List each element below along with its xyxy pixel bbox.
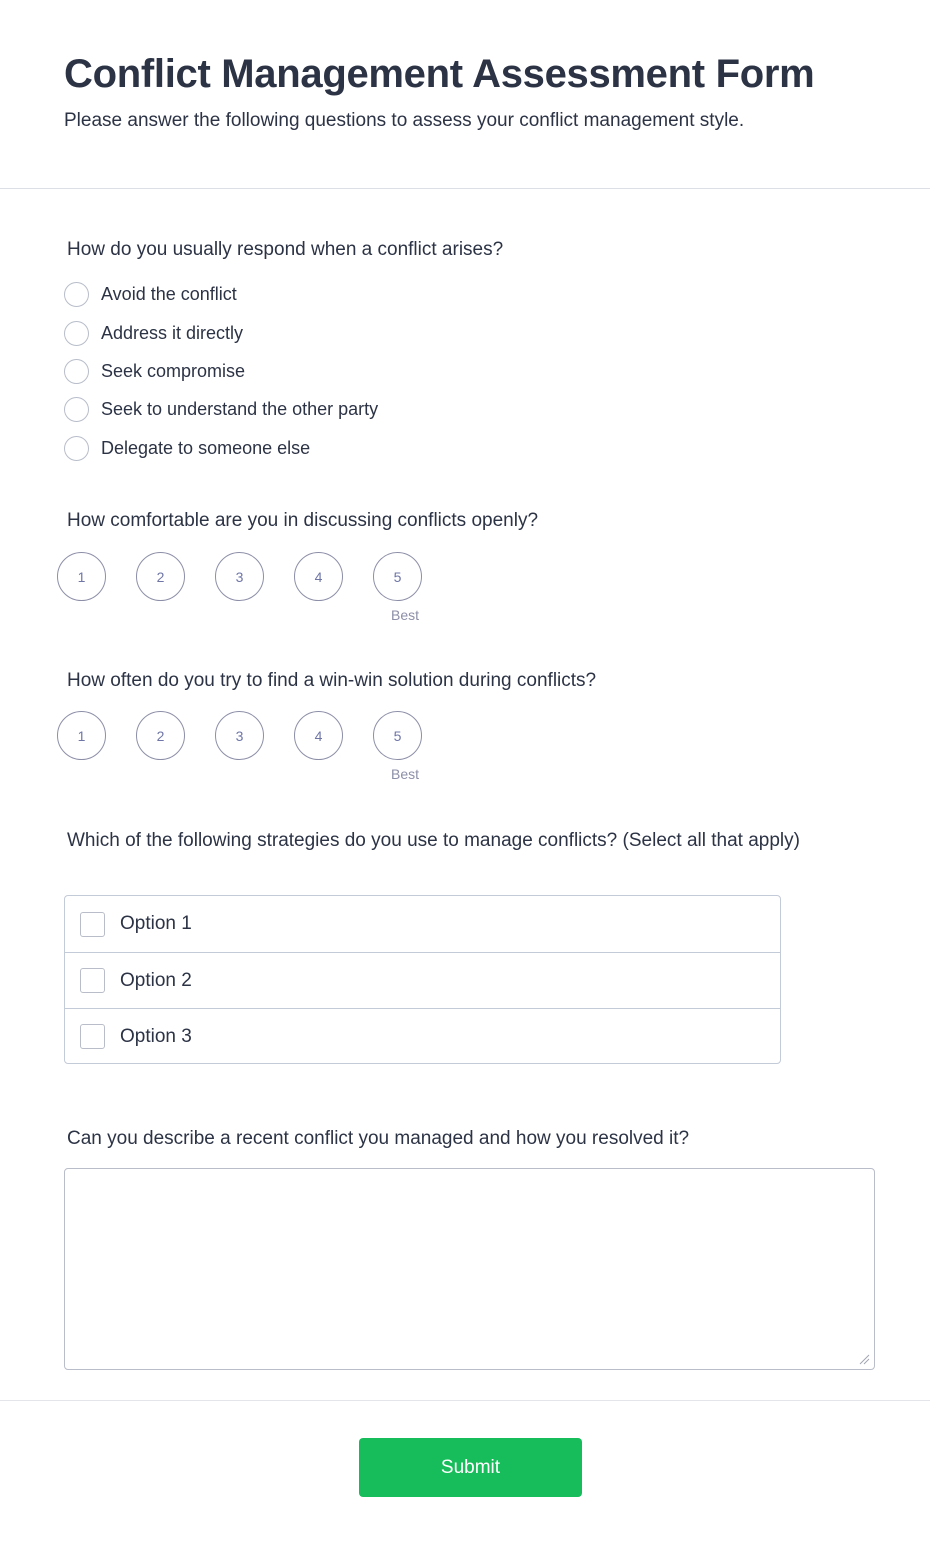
question-2-label: How comfortable are you in discussing conflicts openly? (67, 510, 539, 531)
q1-option-avoid[interactable] (64, 281, 237, 307)
radio-button[interactable] (64, 436, 89, 461)
q4-checkbox-group (64, 895, 781, 1064)
q2-scale-4-button[interactable]: 4 (294, 552, 343, 601)
q1-option-address[interactable] (64, 320, 243, 346)
checkbox-label: Option 2 (120, 969, 192, 991)
radio-button[interactable] (64, 282, 89, 307)
checkbox[interactable] (80, 968, 105, 993)
q4-option-2[interactable] (65, 952, 780, 1008)
q3-scale-5-button[interactable]: 5 (373, 711, 422, 760)
question-5-label: Can you describe a recent conflict you managed and how you resolved it? (67, 1128, 690, 1149)
checkbox[interactable] (80, 1024, 105, 1049)
radio-button[interactable] (64, 321, 89, 346)
q3-scale-1-button[interactable]: 1 (57, 711, 106, 760)
q3-scale-4-button[interactable]: 4 (294, 711, 343, 760)
q3-scale-3-button[interactable]: 3 (215, 711, 264, 760)
radio-button[interactable] (64, 359, 89, 384)
question-3-label: How often do you try to find a win-win solution during conflicts? (67, 670, 597, 691)
q4-option-1[interactable] (65, 896, 780, 952)
radio-label: Address it directly (101, 322, 244, 343)
q2-scale-1-button[interactable]: 1 (57, 552, 106, 601)
q1-option-understand[interactable] (64, 396, 378, 422)
question-4-label: Which of the following strategies do you use to manage conflicts? (Select all that apply) (67, 830, 800, 851)
checkbox-label: Option 3 (120, 1025, 192, 1047)
radio-label: Seek to understand the other party (101, 398, 379, 419)
q1-option-delegate[interactable] (64, 435, 310, 461)
footer-divider (0, 1400, 930, 1401)
q1-option-compromise[interactable] (64, 358, 245, 384)
question-1-label: How do you usually respond when a conflict arises? (67, 239, 504, 260)
form-header (0, 0, 930, 189)
q4-option-3[interactable] (65, 1008, 780, 1064)
q2-scale-2-button[interactable]: 2 (136, 552, 185, 601)
q2-scale-5-button[interactable]: 5 (373, 552, 422, 601)
radio-label: Delegate to someone else (101, 437, 311, 458)
q3-scale-best-hint: Best (391, 766, 420, 782)
q5-answer-textarea[interactable] (64, 1168, 875, 1370)
q2-scale-3-button[interactable]: 3 (215, 552, 264, 601)
q3-scale-2-button[interactable]: 2 (136, 711, 185, 760)
checkbox-label: Option 1 (120, 913, 192, 934)
radio-label: Seek compromise (101, 360, 246, 381)
checkbox[interactable] (80, 912, 105, 937)
resize-grip-icon[interactable] (858, 1353, 870, 1365)
form-subtitle: Please answer the following questions to assess your conflict management style. (64, 110, 745, 131)
radio-label: Avoid the conflict (101, 283, 237, 304)
radio-button[interactable] (64, 397, 89, 422)
form-title: Conflict Management Assessment Form (64, 52, 815, 96)
q2-scale-best-hint: Best (391, 607, 420, 623)
submit-button[interactable]: Submit (359, 1438, 582, 1497)
